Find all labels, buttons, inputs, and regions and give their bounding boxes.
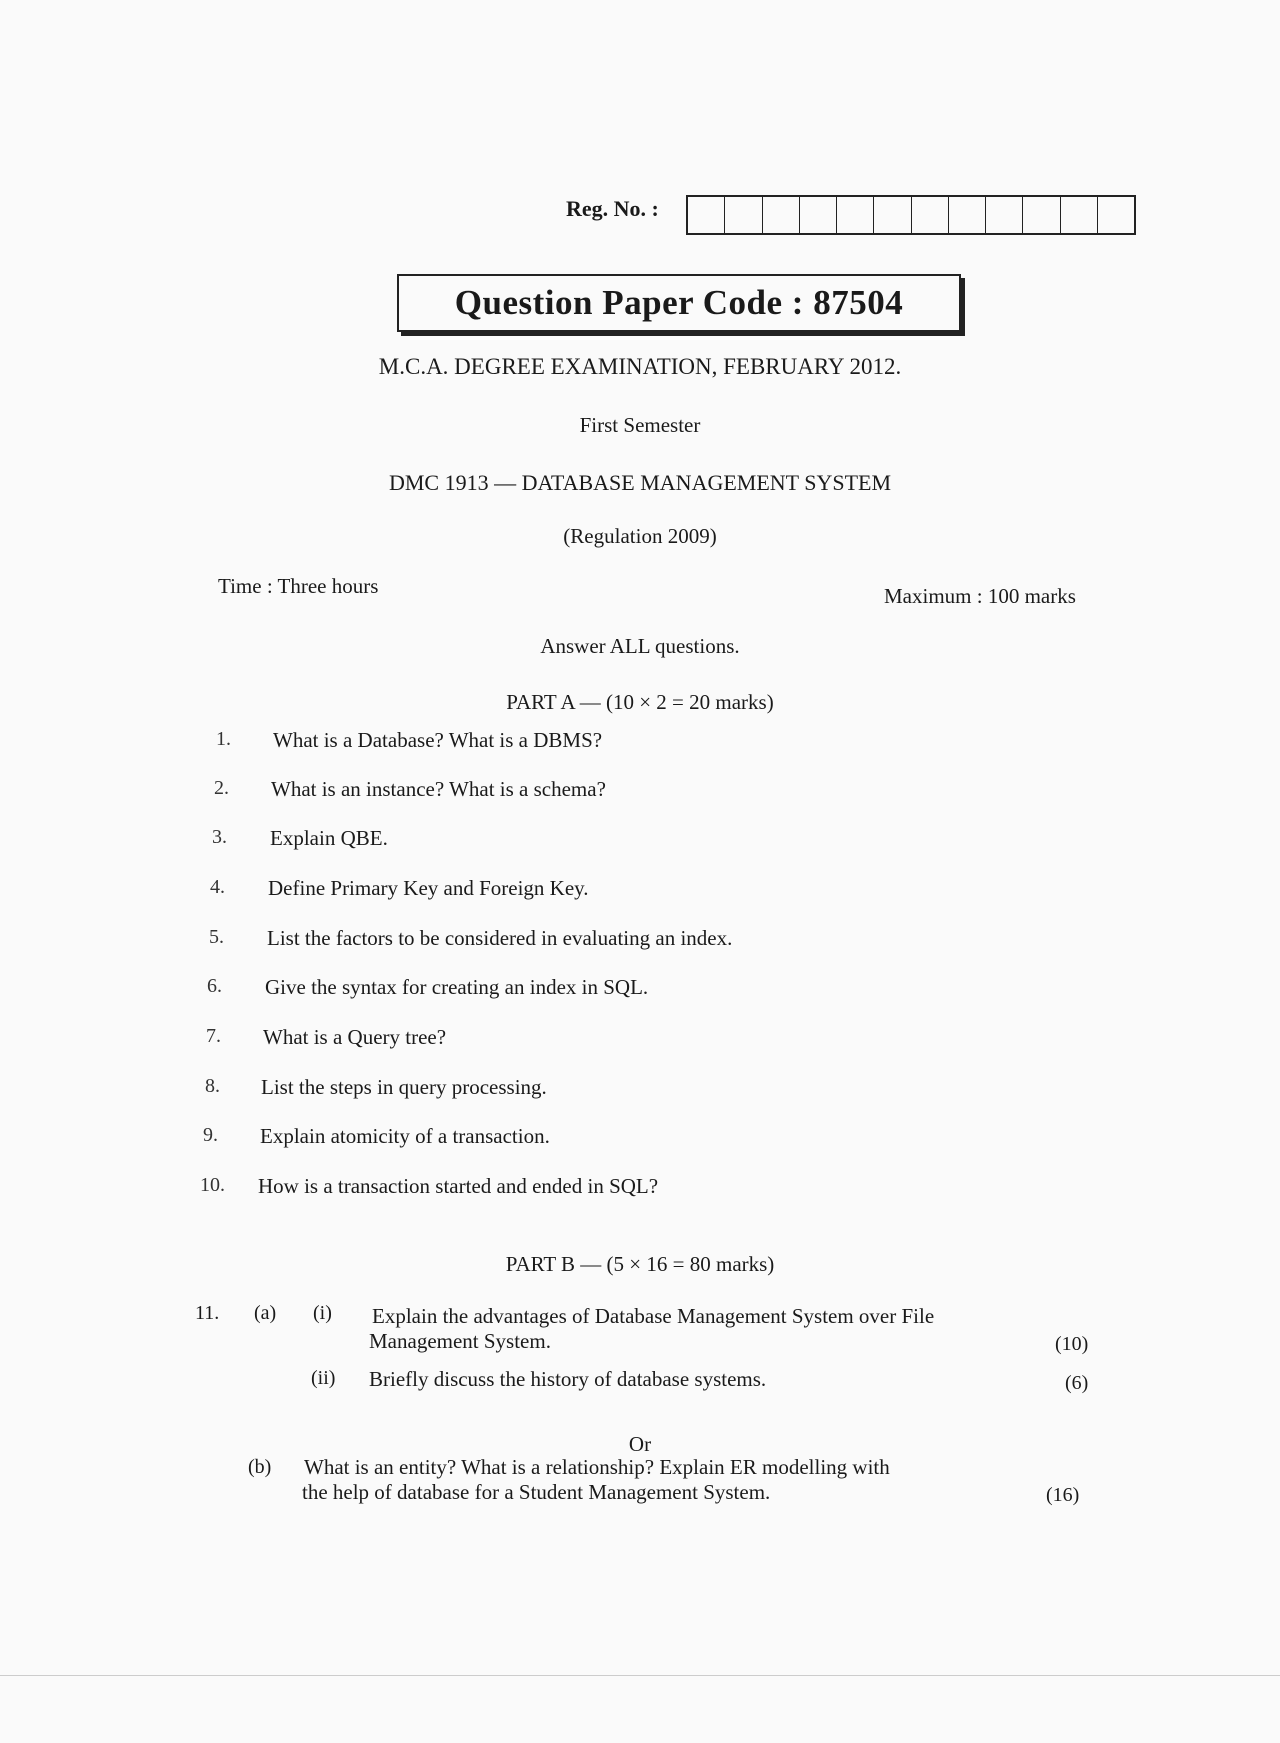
reg-no-digit-box	[986, 197, 1023, 233]
question-text: List the factors to be considered in evaluating an index.	[267, 926, 733, 950]
part-b-title: PART B — (5 × 16 = 80 marks)	[505, 1252, 775, 1276]
marks: (16)	[1046, 1484, 1080, 1506]
or-separator: Or	[628, 1432, 652, 1456]
reg-no-boxes	[686, 195, 1136, 235]
regulation: (Regulation 2009)	[563, 524, 717, 548]
reg-no-digit-box	[837, 197, 874, 233]
reg-no-digit-box	[725, 197, 762, 233]
reg-no-digit-box	[1061, 197, 1098, 233]
question-number: 1.	[216, 728, 231, 750]
reg-no-digit-box	[763, 197, 800, 233]
sub-label-b: (b)	[248, 1456, 272, 1478]
question-paper-code: Question Paper Code : 87504	[454, 283, 904, 322]
reg-no-digit-box	[688, 197, 725, 233]
reg-no-digit-box	[912, 197, 949, 233]
question-text: What is an entity? What is a relationship? Explain ER modelling with	[304, 1455, 890, 1479]
marks: (10)	[1055, 1333, 1089, 1355]
reg-no-digit-box	[1023, 197, 1060, 233]
question-text: the help of database for a Student Management System.	[302, 1480, 771, 1504]
question-text: Define Primary Key and Foreign Key.	[268, 876, 589, 900]
question-number: 4.	[210, 876, 225, 898]
sub-label-a: (a)	[254, 1302, 277, 1324]
question-number: 9.	[203, 1124, 218, 1146]
semester: First Semester	[579, 413, 701, 437]
question-number: 2.	[214, 777, 229, 799]
reg-no-digit-box	[800, 197, 837, 233]
question-text: What is a Query tree?	[263, 1025, 447, 1049]
reg-no-digit-box	[874, 197, 911, 233]
question-text: Management System.	[369, 1329, 551, 1353]
question-text: What is an instance? What is a schema?	[271, 777, 606, 801]
marks: (6)	[1065, 1372, 1089, 1394]
sub-label-i: (i)	[313, 1302, 332, 1324]
subject-title: DMC 1913 — DATABASE MANAGEMENT SYSTEM	[388, 470, 892, 495]
time-allowed: Time : Three hours	[218, 574, 379, 598]
question-number: 11.	[195, 1302, 220, 1324]
question-number: 7.	[206, 1025, 221, 1047]
question-number: 6.	[207, 975, 222, 997]
question-text: Explain the advantages of Database Management System over File	[372, 1304, 935, 1328]
maximum-marks: Maximum : 100 marks	[884, 584, 1076, 608]
reg-no-digit-box	[1098, 197, 1134, 233]
question-number: 8.	[205, 1075, 220, 1097]
question-text: Briefly discuss the history of database systems.	[369, 1367, 767, 1391]
instruction: Answer ALL questions.	[540, 634, 740, 658]
question-text: How is a transaction started and ended in SQL?	[258, 1174, 659, 1198]
question-paper-code-box	[397, 274, 961, 332]
question-number: 10.	[200, 1174, 225, 1196]
page-edge-line	[0, 1675, 1280, 1676]
question-text: Explain QBE.	[270, 826, 388, 850]
question-text: Explain atomicity of a transaction.	[260, 1124, 550, 1148]
reg-no-label: Reg. No. :	[566, 196, 659, 221]
exam-title: M.C.A. DEGREE EXAMINATION, FEBRUARY 2012.	[378, 354, 902, 379]
question-number: 3.	[212, 826, 227, 848]
question-text: Give the syntax for creating an index in SQL.	[265, 975, 649, 999]
question-text: What is a Database? What is a DBMS?	[273, 728, 603, 752]
sub-label-ii: (ii)	[311, 1367, 336, 1389]
question-text: List the steps in query processing.	[261, 1075, 547, 1099]
part-a-title: PART A — (10 × 2 = 20 marks)	[506, 690, 774, 714]
reg-no-digit-box	[949, 197, 986, 233]
question-number: 5.	[209, 926, 224, 948]
